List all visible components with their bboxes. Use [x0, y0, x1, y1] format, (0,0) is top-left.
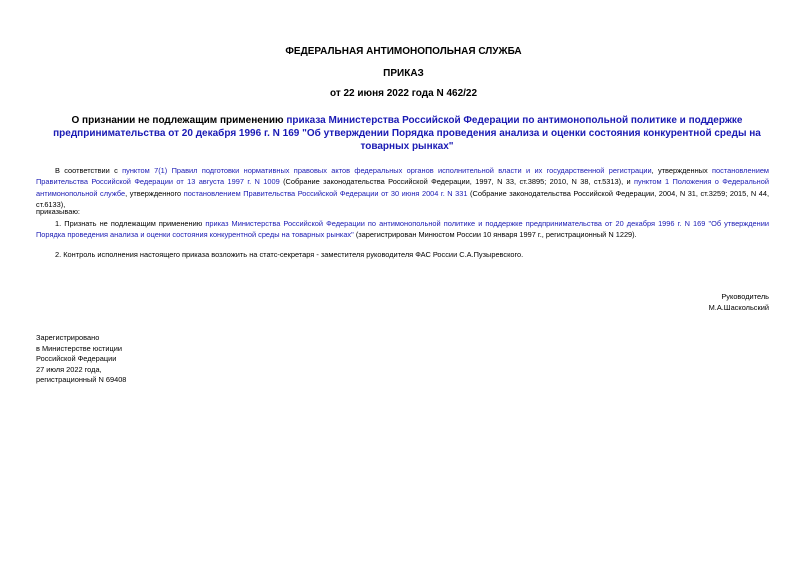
subject-prefix: О признании не подлежащим применению [71, 115, 287, 126]
preamble-text-4: , утвержденного [125, 188, 184, 198]
registration-line: в Министерстве юстиции [36, 343, 123, 353]
order-item-2: 2. Контроль исполнения настоящего приказа возложить на статс-секретаря - заместителя руководителя ФАС России С.А.Пузыревского. [55, 250, 524, 259]
registration-line: Российской Федерации [36, 354, 117, 364]
registration-line: регистрационный N 69408 [36, 375, 127, 385]
preamble-link-resolution-1009[interactable]: постановлением Правительства Российской Федерации от 13 августа 1997 г. N 1009 [36, 166, 770, 187]
signatory-name: М.А.Шаскольский [708, 303, 769, 312]
preamble-link-fas-regulation[interactable]: пунктом 1 Положения о Федеральной антимонопольной службе [36, 177, 769, 198]
preamble-text-2: , утвержденных [651, 166, 713, 175]
document-subject [36, 114, 778, 153]
preamble-text-1: В соответствии с [55, 166, 123, 175]
preamble-link-resolution-331[interactable]: постановлением Правительства Российской Федерации от 30 июня 2004 г. N 331 [183, 188, 468, 198]
registration-block [36, 333, 126, 386]
item1-text-1: 1. Признать не подлежащим применению [55, 219, 206, 228]
signatory-title: Руководитель [721, 292, 769, 301]
document-date-number: от 22 июня 2022 года N 462/22 [329, 88, 478, 99]
agency-name: ФЕДЕРАЛЬНАЯ АНТИМОНОПОЛЬНАЯ СЛУЖБА [285, 46, 522, 57]
item1-text-2: (зарегистрирован Минюстом России 10 января 1997 г., регистрационный N 1229). [353, 230, 637, 240]
orders-word: приказываю: [36, 207, 80, 216]
item1-link-order-169[interactable]: приказ Министерства Российской Федерации по антимонопольной политике и поддержке предпринимательства от 20 декабря 1996 г. N 169 "Об утверждении Порядка проведения анализа и оценки состояния конкурентной среды на товарных рынках" [36, 219, 769, 240]
document-type: ПРИКАЗ [383, 68, 424, 79]
preamble-text-5: (Собрание законодательства Российской Федерации, 2004, N 31, ст.3259; 2015, N 44, ст.6133), [36, 188, 769, 210]
preamble-link-rules[interactable]: пунктом 7(1) Правил подготовки нормативных правовых актов федеральных органов исполнительной власти и их государственной регистрации [122, 166, 652, 175]
registration-line: 27 июля 2022 года, [36, 364, 102, 374]
preamble-paragraph [36, 165, 769, 211]
signature-block [709, 291, 769, 313]
registration-line: Зарегистрировано [36, 333, 100, 342]
preamble-text-3: (Собрание законодательства Российской Федерации, 1997, N 33, ст.3895; 2010, N 38, ст.5313), и [279, 177, 635, 187]
subject-link[interactable]: приказа Министерства Российской Федерации по антимонопольной политике и поддержке предпринимательства от 20 декабря 1996 г. N 169 "Об утверждении Порядка проведения анализа и оценки состояния конкурентной среды на товарных рынках" [53, 115, 761, 152]
order-item-1 [36, 218, 769, 241]
